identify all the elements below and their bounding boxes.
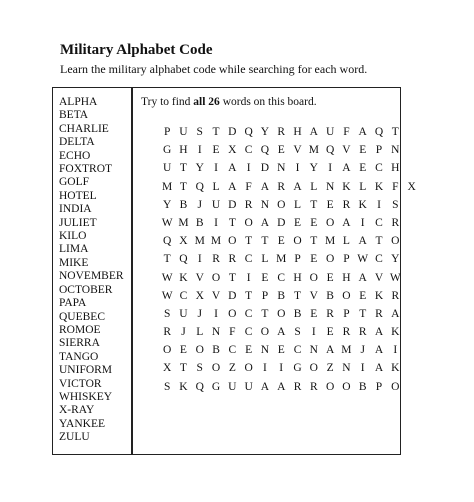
- grid-cell: A: [260, 180, 270, 193]
- grid-cell: W: [389, 271, 401, 284]
- word-list-item: WHISKEY: [59, 390, 113, 403]
- grid-cell: C: [179, 289, 188, 302]
- grid-cell: D: [277, 216, 286, 229]
- grid-cell: P: [343, 253, 350, 266]
- word-list-item: ALPHA: [59, 96, 98, 108]
- grid-cell: O: [293, 235, 302, 248]
- word-list-item: MIKE: [59, 256, 89, 269]
- grid-cell: A: [342, 216, 351, 229]
- word-list-item: KILO: [59, 230, 87, 243]
- grid-cell: B: [326, 289, 334, 302]
- letter-grid: [159, 123, 420, 396]
- grid-cell: P: [163, 126, 171, 138]
- grid-cell: G: [162, 144, 172, 157]
- grid-cell: I: [360, 216, 365, 229]
- grid-cell: T: [245, 289, 253, 302]
- grid-cell: C: [244, 144, 253, 157]
- word-list-item: PAPA: [59, 297, 87, 310]
- grid-cell: Q: [179, 253, 188, 266]
- grid-cell: L: [294, 198, 302, 211]
- grid-cell: F: [245, 180, 252, 193]
- grid-cell: M: [162, 180, 173, 193]
- grid-cell: A: [358, 126, 367, 138]
- grid-cell: I: [246, 271, 251, 284]
- grid-cell: I: [311, 326, 316, 339]
- grid-cell: I: [214, 162, 218, 175]
- grid-cell: C: [375, 253, 383, 266]
- grid-cell: N: [309, 344, 318, 357]
- grid-cell: P: [375, 144, 383, 157]
- grid-cell: I: [360, 362, 365, 375]
- word-list-item: ECHO: [59, 149, 91, 162]
- grid-cell: O: [211, 362, 221, 375]
- word-list-item: BETA: [59, 109, 89, 122]
- grid-cell: R: [212, 253, 220, 266]
- grid-cell: S: [163, 307, 171, 320]
- grid-cell: O: [309, 271, 318, 284]
- grid-cell: C: [244, 307, 253, 320]
- grid-cell: A: [342, 162, 351, 175]
- word-list-item: NOVEMBER: [59, 270, 124, 283]
- word-list-item: FOXTROT: [59, 163, 113, 176]
- grid-cell: J: [197, 198, 202, 211]
- grid-cell: A: [374, 362, 384, 375]
- grid-cell: P: [375, 380, 383, 393]
- word-list: [53, 88, 133, 454]
- grid-cell: T: [294, 289, 302, 302]
- grid-cell: I: [328, 162, 333, 175]
- word-list-item: LIMA: [59, 243, 89, 256]
- grid-cell: G: [211, 380, 221, 393]
- grid-cell: I: [295, 162, 300, 175]
- grid-cell: O: [391, 235, 400, 248]
- grid-cell: O: [309, 362, 318, 375]
- grid-cell: V: [293, 144, 302, 157]
- grid-cell: T: [391, 126, 399, 138]
- grid-cell: O: [325, 253, 335, 266]
- grid-cell: T: [179, 162, 187, 175]
- grid-cell: O: [277, 198, 286, 211]
- grid-cell: M: [308, 144, 319, 157]
- grid-cell: P: [294, 253, 301, 266]
- grid-cell: P: [261, 289, 269, 302]
- grid-cell: D: [260, 162, 270, 175]
- grid-row: [159, 196, 420, 214]
- grid-cell: Q: [195, 380, 204, 393]
- grid-cell: I: [246, 162, 251, 175]
- grid-cell: U: [228, 380, 237, 393]
- grid-cell: A: [293, 180, 302, 193]
- grid-cell: I: [197, 253, 202, 266]
- grid-cell: E: [326, 271, 334, 284]
- grid-cell: T: [163, 253, 171, 266]
- grid-cell: X: [162, 362, 172, 375]
- grid-cell: Q: [195, 180, 204, 193]
- grid-cell: I: [214, 307, 218, 320]
- grid-cell: O: [211, 271, 221, 284]
- grid-cell: U: [211, 198, 221, 211]
- grid-row: [159, 305, 420, 323]
- grid-cell: B: [179, 198, 188, 211]
- grid-cell: R: [391, 216, 400, 229]
- grid-cell: R: [163, 326, 171, 339]
- grid-cell: E: [261, 271, 269, 284]
- grid-cell: A: [277, 380, 286, 393]
- word-list-item: CHARLIE: [59, 122, 109, 135]
- grid-row: [159, 269, 420, 287]
- grid-cell: N: [391, 144, 400, 157]
- grid-cell: A: [228, 180, 237, 193]
- grid-cell: T: [375, 235, 383, 248]
- grid-cell: T: [212, 126, 220, 138]
- instructions: [141, 96, 317, 108]
- grid-cell: I: [197, 144, 202, 157]
- grid-cell: R: [391, 289, 400, 302]
- grid-cell: S: [163, 380, 171, 393]
- grid-cell: T: [310, 235, 318, 248]
- grid-cell: N: [211, 326, 221, 339]
- grid-cell: V: [374, 271, 384, 284]
- grid-cell: O: [391, 380, 400, 393]
- grid-cell: T: [245, 235, 253, 248]
- grid-cell: X: [228, 144, 237, 157]
- grid-cell: L: [310, 180, 318, 193]
- grid-row: [159, 159, 420, 177]
- grid-cell: Q: [244, 126, 253, 138]
- grid-cell: O: [260, 326, 270, 339]
- grid-cell: R: [342, 198, 351, 211]
- grid-row: [159, 287, 420, 305]
- grid-cell: M: [178, 216, 189, 229]
- grid-cell: E: [326, 326, 334, 339]
- page-subtitle: Learn the military alphabet code while searching for each word.: [60, 62, 368, 76]
- grid-cell: B: [195, 216, 204, 229]
- grid-cell: R: [244, 198, 253, 211]
- grid-cell: W: [161, 289, 173, 302]
- grid-cell: A: [260, 216, 270, 229]
- grid-cell: U: [325, 126, 335, 138]
- grid-cell: L: [196, 326, 204, 339]
- grid-cell: R: [228, 253, 237, 266]
- grid-cell: R: [277, 180, 286, 193]
- grid-cell: E: [277, 235, 285, 248]
- instructions-prefix: Try to find: [141, 96, 194, 108]
- grid-cell: L: [261, 253, 269, 266]
- grid-cell: O: [325, 380, 335, 393]
- grid-cell: A: [228, 162, 237, 175]
- grid-cell: U: [179, 126, 188, 138]
- grid-cell: V: [342, 144, 351, 157]
- grid-cell: O: [195, 344, 204, 357]
- grid-cell: J: [181, 326, 186, 339]
- grid-cell: I: [377, 198, 381, 211]
- grid-cell: E: [310, 216, 318, 229]
- grid-cell: W: [161, 271, 173, 284]
- grid-cell: E: [245, 344, 253, 357]
- grid-row: [159, 123, 420, 141]
- grid-cell: O: [277, 307, 286, 320]
- grid-cell: R: [342, 326, 351, 339]
- word-list-item: DELTA: [59, 136, 95, 149]
- grid-cell: I: [393, 344, 398, 357]
- word-list-item: ZULU: [59, 431, 90, 444]
- grid-cell: Y: [309, 162, 318, 175]
- grid-cell: T: [359, 307, 367, 320]
- grid-cell: H: [342, 271, 351, 284]
- grid-cell: I: [214, 216, 218, 229]
- grid-cell: G: [293, 362, 302, 375]
- word-list-item: ROMOE: [59, 323, 101, 336]
- grid-cell: A: [374, 326, 384, 339]
- grid-cell: Y: [162, 198, 172, 211]
- grid-cell: E: [212, 144, 220, 157]
- grid-cell: Y: [195, 162, 204, 175]
- grid-cell: Q: [260, 144, 270, 157]
- grid-cell: K: [179, 271, 188, 284]
- grid-cell: E: [277, 344, 285, 357]
- grid-cell: E: [277, 144, 285, 157]
- grid-cell: B: [212, 344, 220, 357]
- grid-cell: H: [293, 271, 302, 284]
- grid-cell: S: [196, 126, 203, 138]
- grid-cell: N: [342, 362, 351, 375]
- word-list-item: VICTOR: [59, 377, 102, 390]
- grid-cell: Y: [391, 253, 400, 266]
- grid-cell: N: [325, 180, 335, 193]
- grid-cell: E: [294, 216, 302, 229]
- grid-cell: T: [179, 362, 187, 375]
- grid-cell: A: [374, 344, 384, 357]
- grid-cell: N: [260, 344, 270, 357]
- grid-cell: P: [343, 307, 350, 320]
- word-list-item: X-RAY: [59, 404, 95, 417]
- grid-cell: O: [228, 235, 237, 248]
- grid-cell: O: [162, 344, 172, 357]
- grid-cell: F: [229, 326, 236, 339]
- grid-cell: C: [293, 344, 302, 357]
- grid-cell: H: [293, 126, 302, 138]
- word-list-item: JULIET: [59, 216, 97, 229]
- grid-cell: A: [358, 235, 367, 248]
- grid-cell: E: [326, 198, 334, 211]
- grid-cell: Z: [326, 362, 334, 375]
- grid-cell: M: [276, 253, 287, 266]
- grid-cell: V: [195, 271, 204, 284]
- grid-cell: L: [359, 180, 367, 193]
- grid-cell: C: [375, 162, 383, 175]
- grid-cell: I: [279, 362, 284, 375]
- instructions-count: all 26: [193, 96, 220, 108]
- grid-cell: X: [195, 289, 204, 302]
- grid-cell: O: [244, 216, 253, 229]
- word-list-item: QUEBEC: [59, 310, 105, 323]
- grid-cell: T: [179, 180, 187, 193]
- word-list-item: SIERRA: [59, 337, 100, 350]
- grid-cell: H: [179, 144, 188, 157]
- grid-cell: E: [179, 344, 187, 357]
- grid-cell: S: [294, 326, 301, 339]
- grid-cell: W: [161, 216, 173, 229]
- grid-cell: O: [228, 307, 237, 320]
- grid-cell: N: [277, 162, 286, 175]
- grid-cell: R: [326, 307, 334, 320]
- grid-cell: M: [210, 235, 222, 248]
- grid-cell: U: [179, 307, 188, 320]
- word-list-item: YANKEE: [59, 417, 105, 430]
- grid-cell: C: [244, 253, 253, 266]
- grid-row: [159, 378, 420, 396]
- grid-row: [159, 250, 420, 268]
- grid-cell: Z: [228, 362, 236, 375]
- puzzle-box: [52, 87, 416, 455]
- grid-cell: U: [244, 380, 253, 393]
- grid-cell: A: [309, 126, 318, 138]
- grid-cell: C: [277, 271, 286, 284]
- grid-cell: R: [358, 326, 367, 339]
- word-list-item: TANGO: [59, 350, 99, 363]
- grid-cell: A: [358, 271, 367, 284]
- grid-cell: H: [391, 162, 400, 175]
- grid-cell: D: [228, 289, 237, 302]
- grid-row: [159, 214, 420, 232]
- grid-cell: B: [277, 289, 286, 302]
- grid-row: [159, 323, 420, 341]
- grid-cell: K: [391, 362, 400, 375]
- grid-cell: T: [228, 216, 236, 229]
- grid-cell: L: [342, 235, 350, 248]
- grid-row: [159, 141, 420, 159]
- grid-cell: U: [162, 162, 172, 175]
- grid-cell: O: [342, 289, 351, 302]
- grid-cell: S: [392, 198, 399, 211]
- grid-cell: K: [374, 180, 384, 193]
- grid-cell: E: [359, 144, 367, 157]
- instructions-suffix: words on this board.: [219, 96, 317, 108]
- grid-cell: C: [244, 326, 253, 339]
- grid-cell: T: [261, 235, 269, 248]
- grid-cell: D: [228, 126, 237, 138]
- grid-cell: Q: [374, 126, 384, 138]
- grid-cell: Q: [325, 144, 335, 157]
- grid-cell: W: [357, 253, 369, 266]
- grid-cell: C: [375, 216, 383, 229]
- grid-cell: B: [358, 380, 367, 393]
- grid-cell: E: [359, 162, 367, 175]
- grid-cell: F: [343, 126, 350, 138]
- grid-cell: R: [375, 307, 383, 320]
- grid-cell: K: [358, 198, 367, 211]
- grid-cell: R: [277, 126, 286, 138]
- grid-cell: T: [228, 271, 236, 284]
- grid-cell: A: [391, 307, 400, 320]
- word-list-item: HOTEL: [59, 189, 97, 202]
- grid-cell: E: [310, 253, 318, 266]
- grid-cell: K: [391, 326, 400, 339]
- grid-cell: M: [194, 235, 205, 248]
- grid-cell: L: [212, 180, 220, 193]
- word-list-item: GOLF: [59, 176, 90, 189]
- grid-cell: S: [196, 362, 203, 375]
- grid-cell: O: [325, 216, 335, 229]
- grid-cell: O: [342, 380, 351, 393]
- grid-cell: C: [228, 344, 237, 357]
- grid-cell: K: [374, 289, 384, 302]
- grid-cell: I: [263, 362, 267, 375]
- grid-cell: F: [392, 180, 399, 193]
- grid-cell: E: [359, 289, 367, 302]
- grid-cell: R: [309, 380, 318, 393]
- grid-cell: Y: [260, 126, 270, 138]
- word-list-item: INDIA: [59, 203, 92, 216]
- grid-cell: A: [325, 344, 335, 357]
- grid-cell: M: [325, 235, 336, 248]
- grid-cell: T: [261, 307, 269, 320]
- grid-cell: V: [309, 289, 318, 302]
- grid-cell: K: [179, 380, 188, 393]
- grid-cell: A: [260, 380, 270, 393]
- grid-row: [159, 359, 420, 377]
- grid-cell: V: [211, 289, 221, 302]
- grid-cell: R: [293, 380, 302, 393]
- grid-cell: O: [244, 362, 253, 375]
- word-list-item: OCTOBER: [59, 283, 113, 296]
- grid-cell: J: [197, 307, 202, 320]
- grid-cell: N: [260, 198, 270, 211]
- grid-cell: Q: [162, 235, 172, 248]
- grid-cell: D: [228, 198, 237, 211]
- grid-cell: X: [407, 180, 416, 193]
- grid-cell: E: [310, 307, 318, 320]
- grid-row: [159, 232, 420, 250]
- word-list-item: UNIFORM: [59, 364, 113, 377]
- grid-row: [159, 178, 420, 196]
- grid-cell: K: [342, 180, 351, 193]
- page-title: Military Alphabet Code: [60, 42, 213, 58]
- grid-cell: T: [310, 198, 318, 211]
- grid-cell: X: [179, 235, 188, 248]
- grid-row: [159, 341, 420, 359]
- grid-cell: J: [360, 344, 365, 357]
- grid-cell: A: [277, 326, 286, 339]
- grid-cell: B: [293, 307, 302, 320]
- grid-cell: M: [341, 344, 352, 357]
